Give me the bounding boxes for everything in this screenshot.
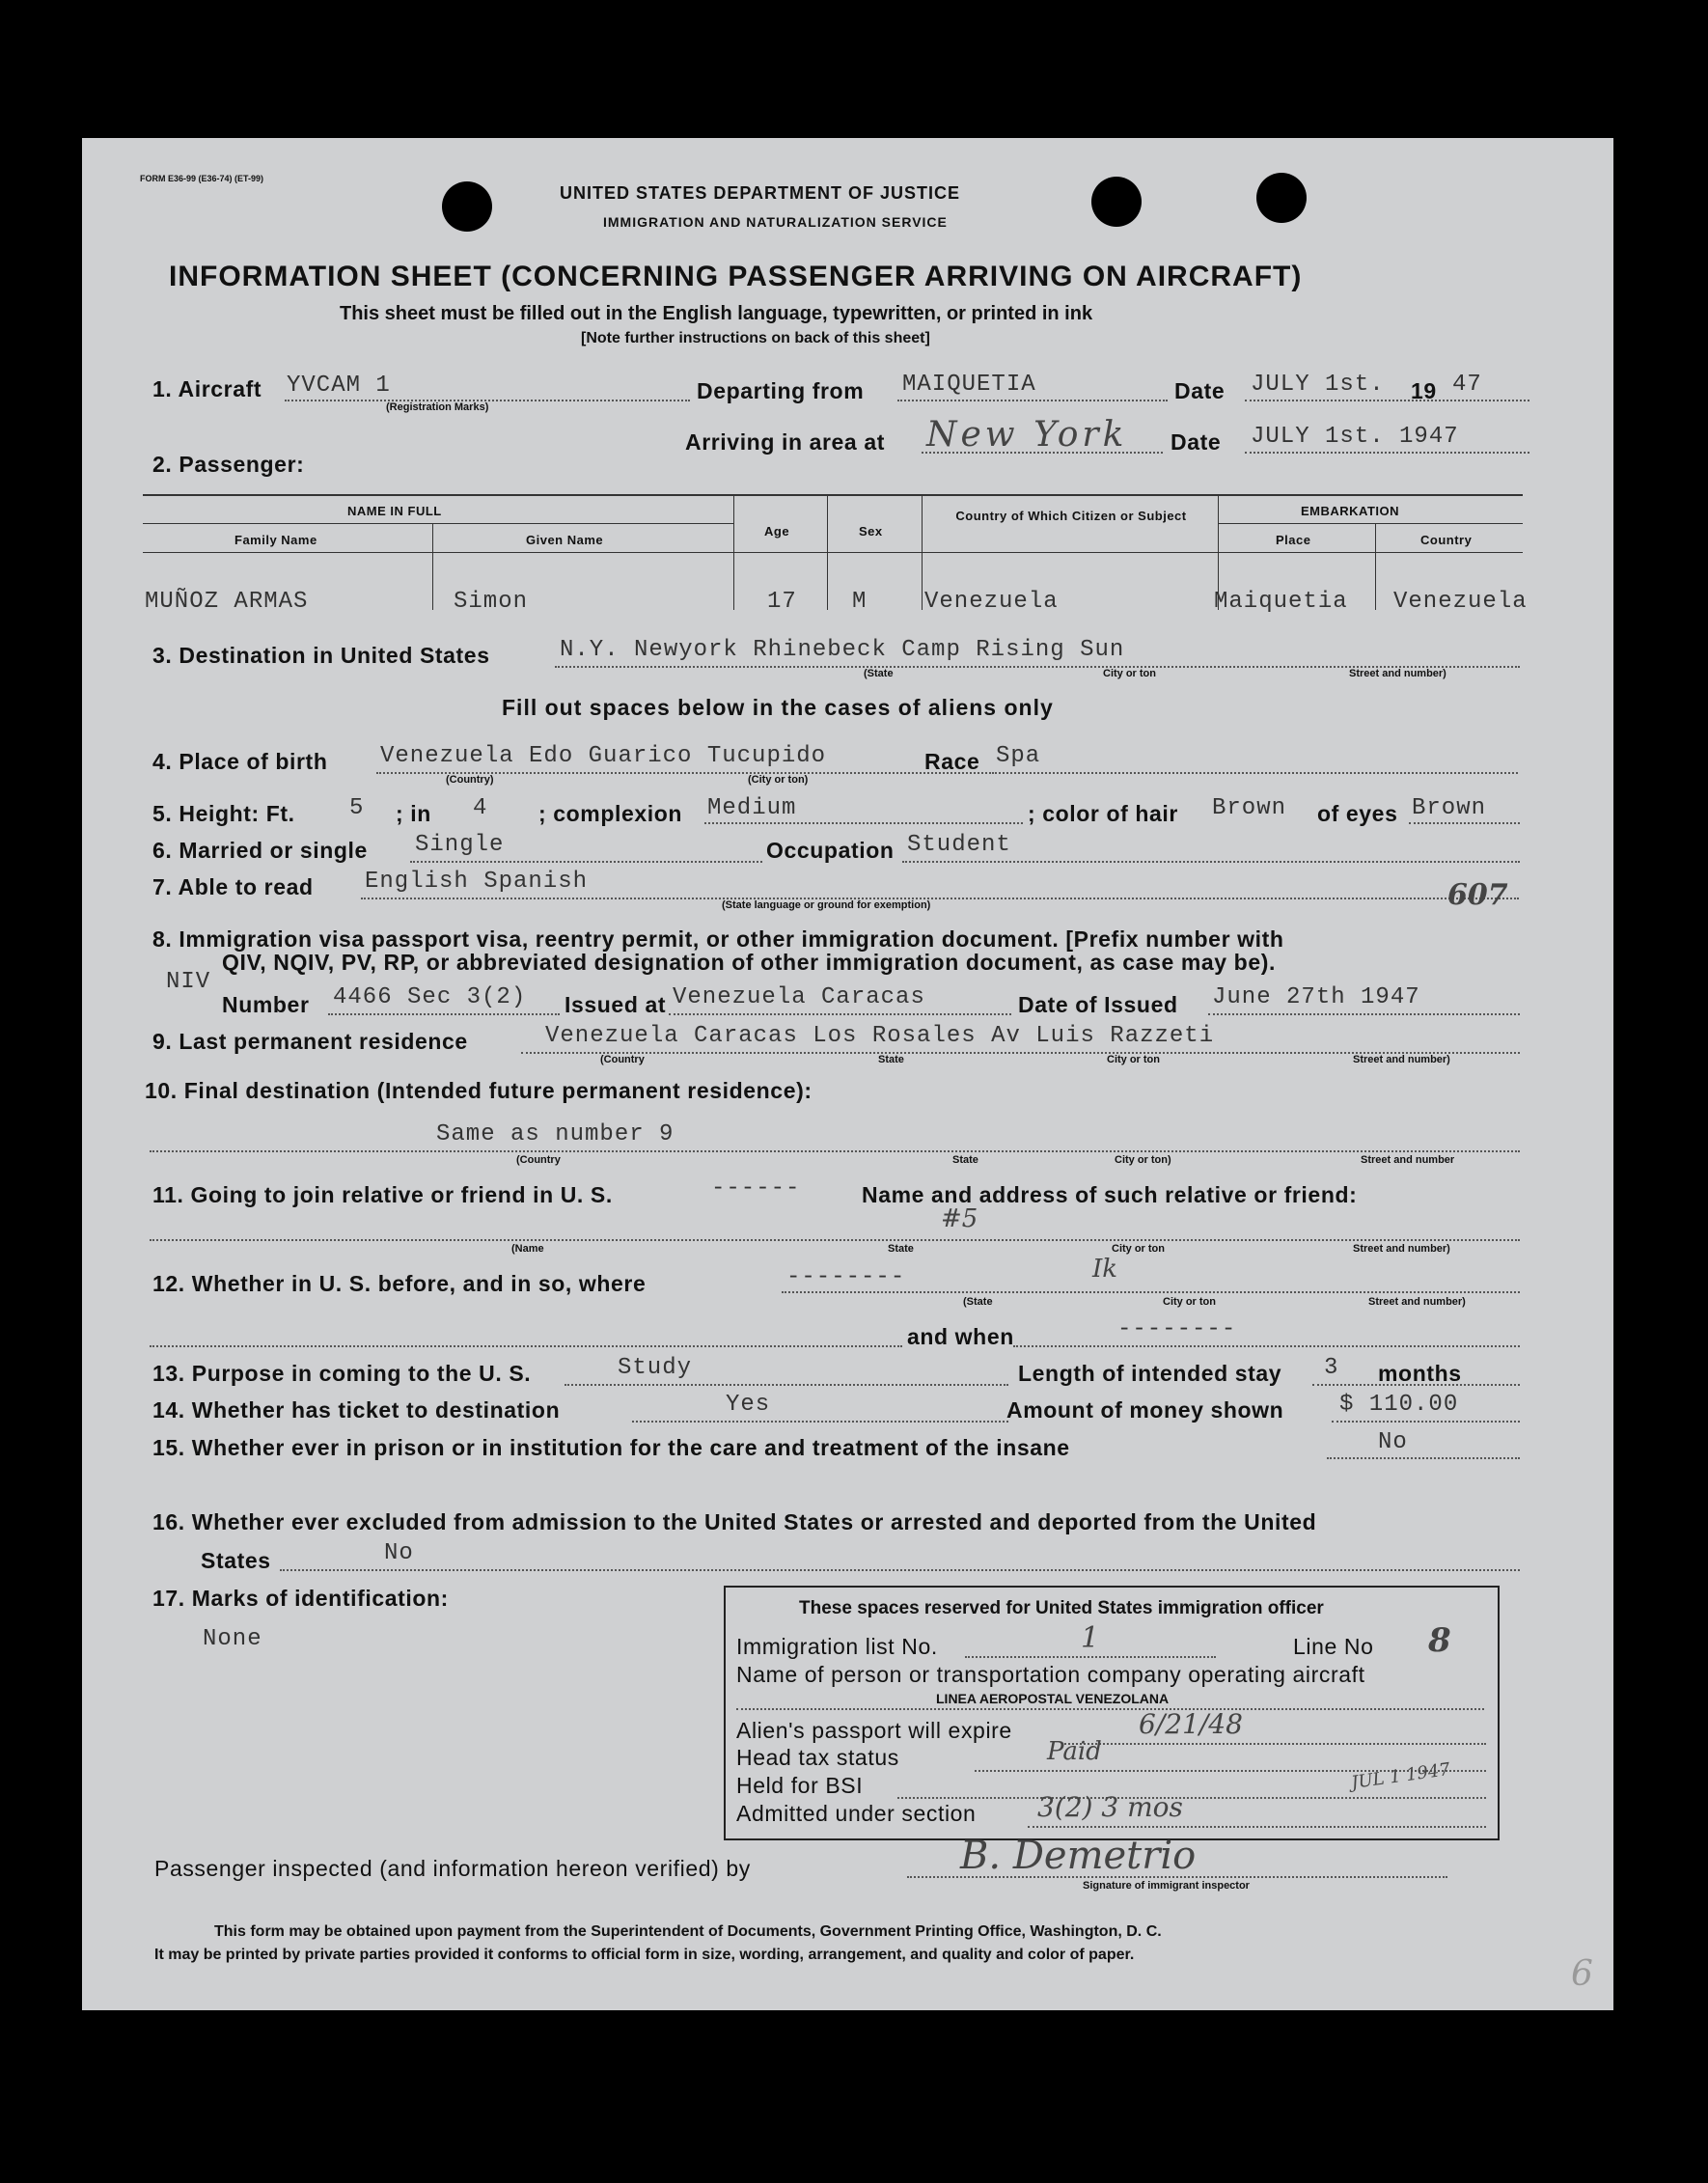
money-line: [1332, 1421, 1520, 1423]
residence-state-caption: State: [878, 1054, 904, 1065]
inspector-signature: B. Demetrio: [960, 1834, 1197, 1878]
stay-length-label: Length of intended stay: [1018, 1361, 1282, 1386]
given-name-header: Given Name: [526, 533, 604, 547]
eye-color-value: Brown: [1412, 795, 1487, 821]
aliens-section-header: Fill out spaces below in the cases of aliens only: [502, 695, 1054, 720]
previous-city-caption: City or ton: [1163, 1296, 1216, 1308]
punch-hole-left: [442, 181, 492, 232]
hair-color-label: ; color of hair: [1028, 801, 1178, 826]
table-divider: [1375, 523, 1376, 610]
birthplace-value: Venezuela Edo Guarico Tucupido: [380, 743, 827, 769]
punch-hole-center: [1091, 177, 1142, 227]
purpose-value: Study: [618, 1355, 693, 1381]
doc-prefix-value: NIV: [166, 969, 211, 995]
embark-country-cell: Venezuela: [1393, 589, 1528, 615]
instruction-line: This sheet must be filled out in the English language, typewritten, or printed in ink: [340, 303, 1093, 324]
marital-status-value: Single: [415, 832, 505, 858]
exclusion-value: No: [384, 1540, 414, 1566]
page-mark: 6: [1571, 1954, 1593, 1994]
citizenship-header: Country of Which Citizen or Subject: [955, 509, 1187, 523]
aircraft-value: YVCAM 1: [287, 373, 391, 399]
sex-header: Sex: [859, 524, 883, 539]
literacy-line: [361, 898, 1519, 899]
passport-expiry-label: Alien's passport will expire: [736, 1718, 1012, 1743]
stay-line: [1312, 1384, 1520, 1386]
table-divider: [827, 494, 828, 610]
relative-address-label: Name and address of such relative or friend:: [862, 1182, 1358, 1207]
departure-date-value: JULY 1st.: [1251, 372, 1385, 398]
embark-country-header: Country: [1420, 533, 1473, 547]
occupation-line: [902, 861, 1520, 863]
issued-at-line: [669, 1013, 1011, 1015]
line-number-value: 8: [1428, 1621, 1451, 1660]
age-cell: 17: [767, 589, 797, 615]
signature-caption: Signature of immigrant inspector: [1083, 1880, 1250, 1892]
relative-line: [150, 1239, 1520, 1241]
head-tax-label: Head tax status: [736, 1745, 899, 1770]
complexion-line: [704, 822, 1023, 824]
previous-visit-line: [782, 1291, 1520, 1293]
issued-at-value: Venezuela Caracas: [673, 984, 925, 1010]
arriving-value: New York: [926, 415, 1128, 455]
ticket-line: [632, 1421, 1008, 1423]
literacy-hand-note: 607: [1447, 878, 1508, 912]
age-header: Age: [764, 524, 790, 539]
embarkation-header: EMBARKATION: [1301, 504, 1400, 518]
agency-name: UNITED STATES DEPARTMENT OF JUSTICE: [560, 183, 961, 203]
stay-unit: months: [1378, 1361, 1462, 1386]
when-value: --------: [1117, 1316, 1237, 1342]
destination-value: N.Y. Newyork Rhinebeck Camp Rising Sun: [560, 637, 1125, 663]
previous-visit-value: --------: [786, 1264, 906, 1290]
arrival-date-line: [1245, 452, 1529, 454]
exclusion-label: 16. Whether ever excluded from admission to the United States or arrested and deported from the United: [152, 1509, 1317, 1534]
relative-name-caption: (Name: [511, 1243, 544, 1255]
height-inches-value: 4: [473, 795, 488, 821]
last-residence-label: 9. Last permanent residence: [152, 1029, 468, 1054]
doc-number-line: [328, 1013, 560, 1015]
complexion-label: ; complexion: [538, 801, 683, 826]
issue-date-label: Date of Issued: [1018, 992, 1178, 1017]
literacy-value: English Spanish: [365, 869, 589, 895]
purpose-label: 13. Purpose in coming to the U. S.: [152, 1361, 532, 1386]
footer-line-2: It may be printed by private parties provided it conforms to official form in size, wording, arrangement, and quality and color of paper.: [154, 1947, 1135, 1963]
purpose-line: [565, 1384, 1008, 1386]
when-label: and when: [907, 1324, 1014, 1349]
date-stamp: JUL 1 1947: [1350, 1758, 1452, 1794]
instruction-note: [Note further instructions on back of this sheet]: [581, 330, 930, 346]
bsi-line: [897, 1797, 1486, 1799]
immigration-doc-label: 8. Immigration visa passport visa, reentry permit, or other immigration document. [Prefix number with: [152, 926, 1284, 952]
height-label: 5. Height: Ft.: [152, 801, 295, 826]
embark-place-cell: Maiquetia: [1214, 589, 1348, 615]
immigration-list-value: 1: [1081, 1621, 1100, 1655]
join-relative-label: 11. Going to join relative or friend in U. S.: [152, 1182, 613, 1207]
passport-expiry-line: [1061, 1743, 1486, 1745]
arrival-date-value: JULY 1st. 1947: [1251, 424, 1459, 450]
table-top-rule: [143, 494, 1523, 496]
table-header-bottom-rule: [143, 552, 1523, 553]
relative-city-caption: City or ton: [1112, 1243, 1165, 1255]
bsi-label: Held for BSI: [736, 1773, 864, 1798]
prison-line: [1327, 1457, 1520, 1459]
previous-state-caption: (State: [963, 1296, 993, 1308]
money-label: Amount of money shown: [1006, 1397, 1284, 1423]
issue-date-line: [1208, 1013, 1520, 1015]
destination-street-caption: Street and number): [1349, 668, 1446, 679]
residence-city-caption: City or ton: [1107, 1054, 1160, 1065]
departure-date-line: [1245, 400, 1529, 401]
operator-stamp: LINEA AEROPOSTAL VENEZOLANA: [936, 1691, 1170, 1706]
final-destination-label: 10. Final destination (Intended future permanent residence):: [145, 1078, 813, 1103]
final-state-caption: State: [952, 1154, 978, 1166]
immigration-list-line: [965, 1656, 1216, 1658]
passenger-label: 2. Passenger:: [152, 452, 305, 477]
destination-label: 3. Destination in United States: [152, 643, 490, 668]
officer-box-title: These spaces reserved for United States immigration officer: [799, 1598, 1324, 1618]
departure-year-prefix: 19: [1411, 378, 1437, 403]
final-destination-line: [150, 1150, 1520, 1152]
identification-marks-value: None: [203, 1626, 262, 1652]
marital-status-line: [410, 861, 762, 863]
departing-value: MAIQUETIA: [902, 372, 1036, 398]
prison-value: No: [1378, 1429, 1408, 1455]
final-country-caption: (Country: [516, 1154, 561, 1166]
immigration-doc-label-cont: QIV, NQIV, PV, RP, or abbreviated designation of other immigration document, as case may be).: [222, 950, 1276, 975]
form-number: FORM E36-99 (E36-74) (ET-99): [140, 174, 264, 183]
exclusion-label-cont: States: [201, 1548, 271, 1573]
inspected-by-label: Passenger inspected (and information hereon verified) by: [154, 1856, 751, 1881]
sex-cell: M: [852, 589, 868, 615]
birthplace-country-caption: (Country): [446, 774, 494, 786]
signature-line: [907, 1876, 1447, 1878]
arriving-label: Arriving in area at: [685, 429, 885, 455]
table-divider: [432, 523, 433, 610]
citizenship-cell: Venezuela: [924, 589, 1059, 615]
operator-line: [736, 1708, 1484, 1710]
doc-number-value: 4466 Sec 3(2): [333, 984, 527, 1010]
doc-number-label: Number: [222, 992, 310, 1017]
residence-country-caption: (Country: [600, 1054, 645, 1065]
destination-city-caption: City or ton: [1103, 668, 1156, 679]
relative-street-caption: Street and number): [1353, 1243, 1450, 1255]
race-value: Spa: [996, 743, 1041, 769]
race-line: [992, 772, 1518, 774]
family-name-cell: MUÑOZ ARMAS: [145, 589, 309, 615]
sheet-title: INFORMATION SHEET (CONCERNING PASSENGER ARRIVING ON AIRCRAFT): [169, 261, 1303, 292]
eye-color-label: of eyes: [1317, 801, 1398, 826]
marital-status-label: 6. Married or single: [152, 838, 368, 863]
arrival-date-label: Date: [1171, 429, 1222, 455]
last-residence-value: Venezuela Caracas Los Rosales Av Luis Razzeti: [545, 1023, 1215, 1049]
final-destination-value: Same as number 9: [436, 1121, 675, 1147]
join-relative-value: ------: [711, 1175, 801, 1202]
exclusion-line: [280, 1569, 1520, 1571]
admitted-section-value: 3(2) 3 mos: [1037, 1791, 1183, 1823]
admitted-section-line: [1028, 1826, 1486, 1828]
issue-date-value: June 27th 1947: [1212, 984, 1420, 1010]
previous-visit-label: 12. Whether in U. S. before, and in so, where: [152, 1271, 647, 1296]
complexion-value: Medium: [707, 795, 797, 821]
birthplace-label: 4. Place of birth: [152, 749, 328, 774]
given-name-cell: Simon: [454, 589, 529, 615]
registration-marks-caption: (Registration Marks): [386, 401, 489, 413]
table-divider: [733, 494, 734, 610]
when-line: [1013, 1345, 1520, 1347]
destination-state-caption: (State: [864, 668, 894, 679]
height-feet-value: 5: [349, 795, 365, 821]
admitted-section-label: Admitted under section: [736, 1801, 977, 1826]
final-city-caption: City or ton): [1115, 1154, 1171, 1166]
service-name: IMMIGRATION AND NATURALIZATION SERVICE: [603, 214, 948, 230]
eye-color-line: [1409, 822, 1520, 824]
departure-year-value: 47: [1452, 372, 1482, 398]
departing-label: Departing from: [697, 378, 865, 403]
immigration-list-label: Immigration list No.: [736, 1634, 938, 1659]
ticket-label: 14. Whether has ticket to destination: [152, 1397, 561, 1423]
previous-street-caption: Street and number): [1368, 1296, 1466, 1308]
footer-line-1: This form may be obtained upon payment from the Superintendent of Documents, Government Printing Office, Washington, D. C.: [214, 1923, 1162, 1940]
final-street-caption: Street and number: [1361, 1154, 1455, 1166]
aircraft-label: 1. Aircraft: [152, 376, 262, 401]
family-name-header: Family Name: [234, 533, 317, 547]
punch-hole-right: [1256, 173, 1307, 223]
departing-line: [897, 400, 1168, 401]
race-label: Race: [924, 749, 980, 774]
departure-date-label: Date: [1174, 378, 1226, 403]
arriving-line: [922, 452, 1163, 454]
line-number-label: Line No: [1293, 1634, 1374, 1659]
previous-visit-hand-note: Ik: [1092, 1255, 1118, 1284]
relative-state-caption: State: [888, 1243, 914, 1255]
embark-place-header: Place: [1276, 533, 1311, 547]
passport-expiry-value: 6/21/48: [1139, 1708, 1243, 1740]
operator-label: Name of person or transportation company operating aircraft: [736, 1662, 1365, 1687]
literacy-caption: (State language or ground for exemption): [722, 899, 931, 911]
height-inches-label: ; in: [396, 801, 431, 826]
hair-color-value: Brown: [1212, 795, 1287, 821]
literacy-label: 7. Able to read: [152, 874, 314, 899]
stay-length-value: 3: [1324, 1355, 1339, 1381]
occupation-label: Occupation: [766, 838, 895, 863]
previous-visit-line-2: [150, 1345, 902, 1347]
money-value: $ 110.00: [1339, 1392, 1459, 1418]
identification-marks-label: 17. Marks of identification:: [152, 1586, 449, 1611]
relative-hand-note: #5: [941, 1204, 978, 1233]
table-subheader-rule-embark: [1218, 523, 1523, 524]
residence-street-caption: Street and number): [1353, 1054, 1450, 1065]
name-in-full-header: NAME IN FULL: [347, 504, 442, 518]
occupation-value: Student: [907, 832, 1011, 858]
table-subheader-rule: [143, 523, 733, 524]
ticket-value: Yes: [726, 1392, 771, 1418]
table-divider: [922, 494, 923, 610]
prison-label: 15. Whether ever in prison or in institution for the care and treatment of the insane: [152, 1435, 1070, 1460]
issued-at-label: Issued at: [565, 992, 667, 1017]
birthplace-city-caption: (City or ton): [748, 774, 809, 786]
head-tax-value: Paid: [1047, 1737, 1102, 1766]
